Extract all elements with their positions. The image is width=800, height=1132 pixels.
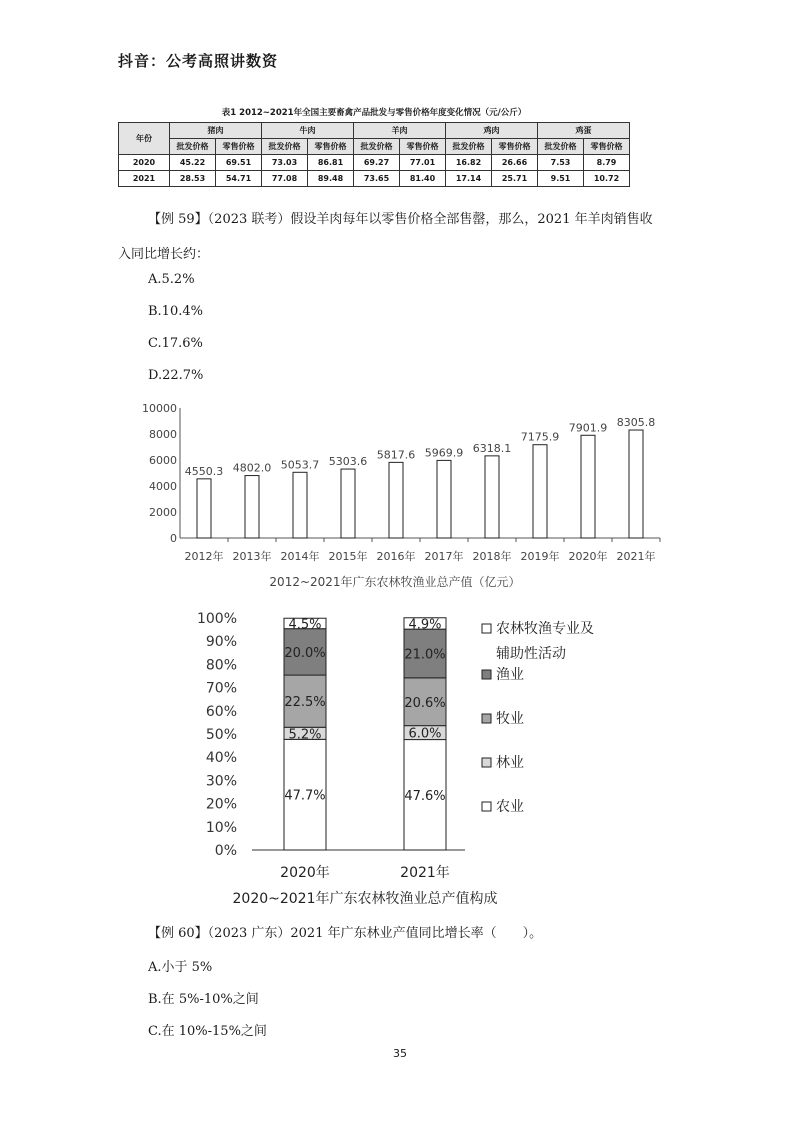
y-tick-label: 0 — [170, 532, 177, 545]
y-tick-label: 50% — [205, 727, 237, 743]
output-value-bar-chart — [130, 395, 670, 595]
sub-header: 批发价格 — [262, 139, 308, 155]
row-year: 2021 — [119, 171, 170, 187]
legend-label: 农林牧渔专业及 — [496, 621, 594, 637]
y-tick-label: 6000 — [149, 454, 177, 467]
q59-stem-line1: 【例 59】（2023 联考）假设羊肉每年以零售价格全部售罄，那么，2021 年羊肉销售收 — [148, 212, 653, 227]
table-row — [119, 171, 630, 187]
x-tick-label: 2020年 — [568, 550, 608, 563]
bar — [437, 460, 451, 538]
q59-option-d: D.22.7% — [148, 368, 204, 383]
q60-option-b: B.在 5%-10%之间 — [148, 992, 259, 1007]
y-tick-label: 2000 — [149, 506, 177, 519]
table-cell: 28.53 — [170, 171, 216, 187]
data-label: 7901.9 — [568, 421, 608, 435]
segment-label: 4.5% — [288, 617, 322, 633]
table-cell: 73.03 — [262, 155, 308, 171]
table-cell: 8.79 — [584, 155, 630, 171]
data-label: 5817.6 — [376, 448, 416, 462]
table-row — [119, 155, 630, 171]
segment-label: 5.2% — [288, 727, 322, 743]
sub-header: 零售价格 — [584, 139, 630, 155]
y-tick-label: 8000 — [149, 428, 177, 441]
data-label: 5969.9 — [424, 446, 464, 460]
data-label: 5053.7 — [280, 458, 320, 472]
table-cell: 89.48 — [308, 171, 354, 187]
x-tick-label: 2017年 — [424, 550, 464, 563]
table-cell: 25.71 — [492, 171, 538, 187]
table-cell: 17.14 — [446, 171, 492, 187]
q60-option-c: C.在 10%-15%之间 — [148, 1024, 267, 1039]
y-tick-label: 100% — [196, 611, 237, 627]
table-cell: 69.51 — [216, 155, 262, 171]
segment-label: 21.0% — [404, 647, 446, 663]
sub-header: 零售价格 — [400, 139, 446, 155]
x-tick-label: 2012年 — [184, 550, 224, 563]
segment-label: 22.5% — [284, 695, 326, 711]
x-tick-label: 2013年 — [232, 550, 272, 563]
segment-label: 47.6% — [404, 788, 446, 804]
legend-label: 林业 — [496, 755, 524, 771]
table-cell: 81.40 — [400, 171, 446, 187]
y-tick-label: 20% — [205, 796, 237, 813]
table-subheader-row — [119, 139, 630, 155]
y-tick-label: 0% — [214, 843, 237, 859]
data-label: 4550.3 — [184, 464, 224, 478]
table-cell: 77.08 — [262, 171, 308, 187]
segment-label: 20.6% — [404, 695, 446, 711]
legend-label: 农业 — [496, 799, 524, 815]
segment-label: 20.0% — [284, 645, 326, 661]
sub-header: 批发价格 — [538, 139, 584, 155]
group-header: 鸡肉 — [446, 123, 538, 139]
group-header: 羊肉 — [354, 123, 446, 139]
legend-swatch — [482, 714, 491, 723]
data-label: 8305.8 — [616, 416, 656, 430]
q60-stem: 【例 60】（2023 广东）2021 年广东林业产值同比增长率（ ）。 — [148, 926, 543, 941]
data-label: 5303.6 — [328, 455, 368, 469]
table-cell: 54.71 — [216, 171, 262, 187]
table-cell: 86.81 — [308, 155, 354, 171]
row-year: 2020 — [119, 155, 170, 171]
group-header: 猪肉 — [170, 123, 262, 139]
table-cell: 69.27 — [354, 155, 400, 171]
x-tick-label: 2016年 — [376, 550, 416, 563]
data-label: 6318.1 — [472, 441, 512, 455]
y-tick-label: 10000 — [142, 402, 177, 415]
bar — [197, 479, 211, 538]
y-tick-label: 80% — [205, 657, 237, 674]
bar — [245, 476, 259, 538]
chart-title: 2020~2021年广东农林牧渔业总产值构成 — [232, 891, 498, 907]
table-cell: 45.22 — [170, 155, 216, 171]
sub-header: 零售价格 — [492, 139, 538, 155]
x-tick-label: 2021年 — [400, 865, 450, 881]
y-tick-label: 40% — [205, 750, 237, 767]
table-cell: 26.66 — [492, 155, 538, 171]
sub-header: 批发价格 — [354, 139, 400, 155]
x-tick-label: 2021年 — [616, 550, 656, 563]
legend-swatch — [482, 670, 491, 679]
page-header: 抖音：公考高照讲数资 — [118, 52, 279, 70]
sub-header: 批发价格 — [170, 139, 216, 155]
sub-header: 零售价格 — [216, 139, 262, 155]
q59-option-b: B.10.4% — [148, 304, 203, 319]
chart-title: 2012~2021年广东农林牧渔业总产值（亿元） — [269, 575, 521, 589]
x-tick-label: 2020年 — [280, 865, 330, 881]
x-tick-label: 2014年 — [280, 550, 320, 563]
q59-option-c: C.17.6% — [148, 336, 203, 351]
y-tick-label: 70% — [205, 680, 237, 697]
legend-label: 牧业 — [496, 711, 524, 727]
legend-swatch — [482, 802, 491, 811]
x-tick-label: 2019年 — [520, 550, 560, 563]
bar — [485, 456, 499, 538]
y-tick-label: 90% — [205, 634, 237, 651]
segment-label: 6.0% — [408, 726, 442, 742]
year-header: 年份 — [119, 123, 170, 155]
legend-swatch — [482, 758, 491, 767]
y-tick-label: 30% — [205, 773, 237, 790]
y-tick-label: 4000 — [149, 480, 177, 493]
x-tick-label: 2018年 — [472, 550, 512, 563]
segment-label: 4.9% — [408, 617, 442, 633]
page-number: 35 — [393, 1047, 407, 1060]
segment-label: 47.7% — [284, 788, 326, 804]
data-label: 4802.0 — [232, 461, 272, 475]
bar — [533, 445, 547, 538]
bar — [293, 472, 307, 538]
table-header-row — [119, 123, 630, 139]
legend-label: 辅助性活动 — [496, 646, 566, 662]
table-cell: 73.65 — [354, 171, 400, 187]
y-tick-label: 60% — [205, 703, 237, 720]
bar — [389, 462, 403, 538]
group-header: 牛肉 — [262, 123, 354, 139]
sub-header: 批发价格 — [446, 139, 492, 155]
bar — [629, 430, 643, 538]
y-tick-label: 10% — [205, 819, 237, 836]
table-cell: 10.72 — [584, 171, 630, 187]
bar — [581, 435, 595, 538]
table-cell: 7.53 — [538, 155, 584, 171]
legend-swatch — [482, 624, 491, 633]
group-header: 鸡蛋 — [538, 123, 630, 139]
bar — [341, 469, 355, 538]
table-cell: 77.01 — [400, 155, 446, 171]
q59-option-a: A.5.2% — [148, 272, 195, 287]
q60-option-a: A.小于 5% — [148, 960, 213, 975]
x-tick-label: 2015年 — [328, 550, 368, 563]
sub-header: 零售价格 — [308, 139, 354, 155]
table-caption: 表1 2012~2021年全国主要畜禽产品批发与零售价格年度变化情况（元/公斤） — [221, 108, 527, 118]
table-cell: 9.51 — [538, 171, 584, 187]
legend-label: 渔业 — [496, 667, 524, 683]
q59-stem-line2: 入同比增长约： — [118, 247, 210, 262]
price-table — [118, 122, 630, 187]
data-label: 7175.9 — [520, 430, 560, 444]
table-cell: 16.82 — [446, 155, 492, 171]
composition-stacked-chart — [190, 605, 640, 910]
